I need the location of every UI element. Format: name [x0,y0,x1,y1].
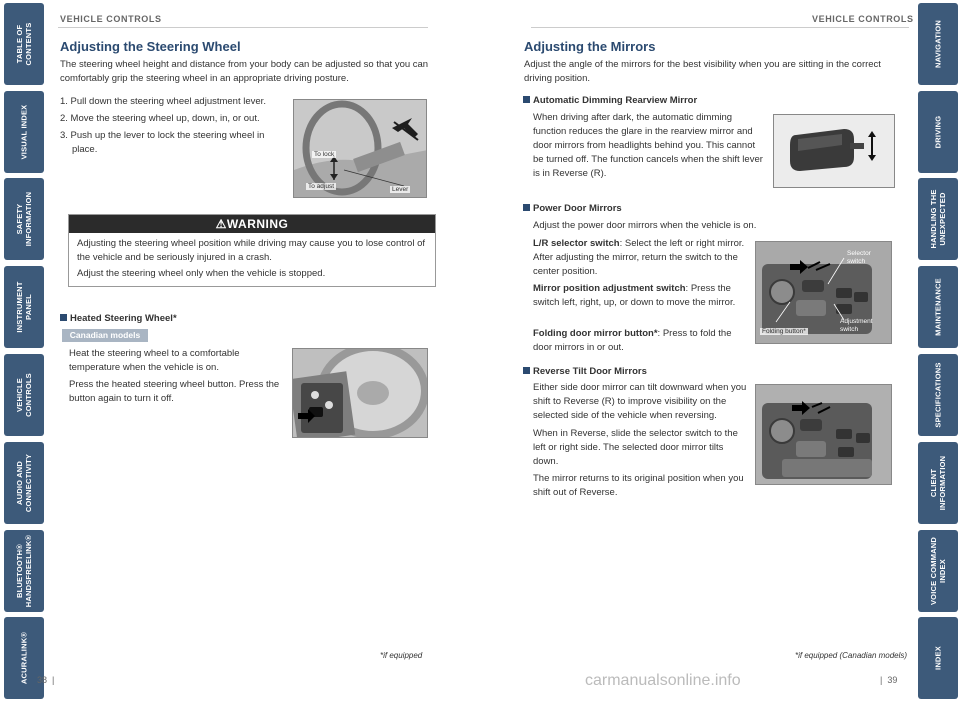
warning-triangle-icon: ⚠ [215,217,227,231]
right-header-divider [531,27,909,28]
lr-selector-desc: L/R selector switch: Select the left or right mirror. After adjusting the mirror, return the switch to the center position. [533,238,745,277]
bullet-square-icon [523,367,530,374]
right-section-tabs [914,0,960,703]
mirrors-intro: Adjust the angle of the mirrors for the best visibility when you are sitting in the correct driving position. [524,59,881,84]
tab-acuralink[interactable]: ACURALINK® [4,617,44,699]
warning-body [69,233,435,285]
tab-driving[interactable]: DRIVING [918,91,958,173]
tab-index[interactable]: INDEX [918,617,958,699]
label-folding-button: Folding button* [762,328,806,335]
reverse-tilt-illustration [756,385,892,485]
tab-bluetooth-handsfreelink[interactable]: BLUETOOTH® HANDSFREELINK® [4,530,44,612]
heated-para-2: Press the heated steering wheel button. Press the button again to turn it off. [69,379,280,404]
bullet-square-icon [60,314,67,321]
right-page-header: VEHICLE CONTROLS [812,14,914,24]
bullet-square-icon [523,96,530,103]
tab-audio-connectivity[interactable]: AUDIO AND CONNECTIVITY [4,442,44,524]
right-footnote: *if equipped (Canadian models) [795,651,908,660]
label-lever: Lever [392,186,409,193]
tab-safety-information[interactable]: SAFETY INFORMATION [4,178,44,260]
heated-steering-figure [292,348,428,438]
label-selector-switch: Selector switch [847,250,871,265]
tab-handling-unexpected[interactable]: HANDLING THE UNEXPECTED [918,178,958,260]
label-to-adjust: To adjust [308,183,335,190]
mirror-position-desc: Mirror position adjustment switch: Press the switch left, right, up, or down to move the mirror. [533,283,736,308]
reverse-tilt-title: Reverse Tilt Door Mirrors [523,366,647,377]
step-3: 3. Push up the lever to lock the steering wheel in place. [60,130,265,155]
reverse-para-2: When in Reverse, slide the selector switch to the left or right side. The selected door mirror tilts down. [533,428,738,467]
tab-client-information[interactable]: CLIENT INFORMATION [918,442,958,524]
power-mirrors-title: Power Door Mirrors [523,203,622,214]
reverse-para-1: Either side door mirror can tilt downward when you shift to Reverse (R) to improve visibility on the selected side of the vehicle when reversing. [533,382,747,421]
warning-header: ⚠WARNING [69,215,435,233]
watermark: carmanualsonline.info [585,672,741,689]
bullet-square-icon [523,204,530,211]
tab-maintenance[interactable]: MAINTENANCE [918,266,958,348]
steering-steps [60,95,288,160]
left-footnote: *if equipped [380,651,423,660]
heated-para-1: Heat the steering wheel to a comfortable temperature when the vehicle is on. [69,348,240,373]
left-page-header: VEHICLE CONTROLS [60,14,162,24]
mirrors-title: Adjusting the Mirrors [524,39,656,54]
power-mirror-switch-figure [755,241,892,344]
heated-steering-title: Heated Steering Wheel* [60,313,177,324]
reverse-tilt-figure [755,384,892,485]
tab-table-of-contents[interactable]: TABLE OF CONTENTS [4,3,44,85]
tab-voice-command-index[interactable]: VOICE COMMAND INDEX [918,530,958,612]
step-1: 1. Pull down the steering wheel adjustment lever. [60,96,266,107]
tab-visual-index[interactable]: VISUAL INDEX [4,91,44,173]
label-to-lock: To lock [314,151,335,158]
dimming-title: Automatic Dimming Rearview Mirror [523,95,697,106]
right-page-number: | 39 [880,675,898,685]
tab-navigation[interactable]: NAVIGATION [918,3,958,85]
tab-vehicle-controls[interactable]: VEHICLE CONTROLS [4,354,44,436]
power-intro: Adjust the power door mirrors when the vehicle is on. [533,220,757,231]
canadian-models-badge: Canadian models [62,329,148,342]
warning-box [68,214,436,287]
tab-specifications[interactable]: SPECIFICATIONS [918,354,958,436]
steering-adjust-figure [293,99,427,198]
dimming-text: When driving after dark, the automatic dimming function reduces the glare in the rearview mirror and door mirrors from headlights behind you. This cannot be turned off. The function cancels when the shift lever is in Reverse (R). [533,112,763,179]
reverse-para-3: The mirror returns to its original position when you shift out of Reverse. [533,473,744,498]
warning-line-1: Adjusting the steering wheel position while driving may cause you to lose control of the vehicle and be seriously injured in a crash. [77,238,425,263]
folding-button-desc: Folding door mirror button*: Press to fold the door mirrors in or out. [533,328,732,353]
step-2: 2. Move the steering wheel up, down, in, or out. [60,113,260,124]
heated-steering-illustration [293,349,428,438]
rearview-mirror-illustration [774,115,895,188]
steering-wheel-title: Adjusting the Steering Wheel [60,39,241,54]
left-section-tabs [0,0,46,703]
left-header-divider [58,27,428,28]
tab-instrument-panel[interactable]: INSTRUMENT PANEL [4,266,44,348]
warning-line-2: Adjust the steering wheel only when the vehicle is stopped. [77,268,326,279]
steering-intro: The steering wheel height and distance from your body can be adjusted so that you can comfortably grip the steering wheel in an appropriate driving posture. [60,59,429,84]
left-page-number: 38 | [37,675,55,685]
label-adjustment-switch: Adjustment switch [840,318,873,333]
rearview-mirror-figure [773,114,895,188]
